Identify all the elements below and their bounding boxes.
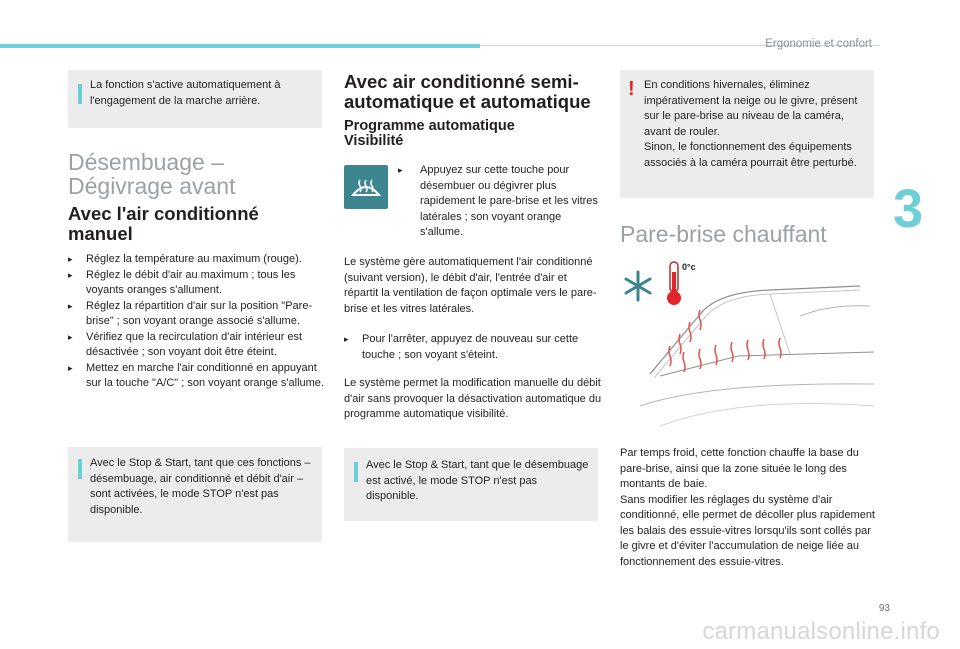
info-marker-icon (354, 462, 358, 482)
heated-windscreen-illustration (620, 256, 874, 436)
warning-text: En conditions hivernales, éliminez impérativement la neige ou le givre, présent sur le pare-brise au niveau de la caméra, avant de rouler. Sinon, le fonctionnement des équipements associés à la caméra pourrait être perturbé. (644, 79, 858, 169)
list-item: ▸ Réglez la répartition d'air sur la position "Pare-brise" ; son voyant orange associé s'allume. (68, 299, 313, 327)
warning-note (620, 70, 874, 198)
subheading-visibility: Programme automatique Visibilité (344, 118, 515, 149)
section-heading-auto-ac: Avec air conditionné semi-automatique et automatique (344, 71, 591, 112)
arrow-icon: ▸ (398, 165, 403, 175)
section-heading-heated-windscreen: Pare-brise chauffant (620, 221, 827, 247)
info-note-auto-stopstart (344, 448, 598, 521)
info-note-text: Avec le Stop & Start, tant que ces fonctions – désembuage, air conditionné et débit d'air – sont activées, le mode STOP n'est pas disponible. (90, 457, 311, 516)
windscreen-demist-icon (344, 165, 388, 209)
list-item: ▸ Vérifiez que la recirculation d'air intérieur est désactivée ; son voyant doit être éteint. (68, 330, 303, 358)
info-note-reverse (68, 70, 322, 128)
info-note-text: Avec le Stop & Start, tant que le désembuage est activé, le mode STOP n'est pas disponible. (366, 459, 589, 502)
section-title: Ergonomie et confort (765, 38, 872, 50)
thermometer-icon (667, 262, 681, 305)
chapter-number: 3 (893, 179, 924, 239)
icon-step: ▸ Appuyez sur cette touche pour désembuer ou dégivrer plus rapidement le pare-brise et les vitres latérales ; son voyant orange s'allume. (398, 164, 598, 238)
manual-steps-list (68, 252, 326, 392)
page-number: 93 (878, 603, 890, 614)
list-item: ▸ Réglez le débit d'air au maximum ; tous les voyants oranges s'allument. (68, 268, 296, 296)
arrow-icon: ▸ (68, 254, 73, 264)
heated-windscreen-text: Par temps froid, cette fonction chauffe la base du pare-brise, ainsi que la zone située le long des montants de baie. Sans modifier les réglages du système d'air conditionné, elle permet de décoller plus rapidement les balais des essuie-vitres lorsqu'ils sont collés par le givre et d'éviter l'accumulation de neige liée au fonctionnement des essuie-vitres. (620, 447, 875, 568)
list-item: ▸ Réglez la température au maximum (rouge). (68, 252, 326, 268)
info-note-text: La fonction s'active automatiquement à l'engagement de la marche arrière. (90, 79, 281, 107)
info-marker-icon (78, 84, 82, 104)
arrow-icon: ▸ (344, 334, 349, 344)
info-marker-icon (78, 459, 82, 479)
snowflake-icon (626, 272, 650, 300)
arrow-icon: ▸ (68, 331, 73, 342)
list-item: ▸ Mettez en marche l'air conditionné en appuyant sur la touche "A/C" ; son voyant orange s'allume. (68, 361, 324, 389)
info-note-stopstart (68, 447, 322, 542)
temperature-label: 0°c (682, 262, 696, 272)
subheading-manual-ac: Avec l'air conditionné manuel (68, 203, 259, 244)
arrow-icon: ▸ (68, 269, 73, 280)
warning-icon: ! (628, 78, 635, 100)
stop-step: ▸ Pour l'arrêter, appuyez de nouveau sur cette touche ; son voyant s'éteint. (344, 333, 579, 361)
manual-override-text: Le système permet la modification manuelle du débit d'air sans provoquer la désactivation automatique du programme automatique visibilité. (344, 377, 602, 420)
auto-description: Le système gère automatiquement l'air conditionné (suivant version), le débit d'air, l'entrée d'air et répartit la ventilation de façon optimale vers le pare-brise et les vitres latérales. (344, 256, 597, 315)
header-accent-bar (0, 44, 480, 48)
section-heading-demist: Désembuage – Dégivrage avant (68, 149, 236, 199)
watermark: carmanualsonline.info (702, 618, 940, 645)
arrow-icon: ▸ (68, 362, 73, 373)
arrow-icon: ▸ (68, 300, 73, 311)
